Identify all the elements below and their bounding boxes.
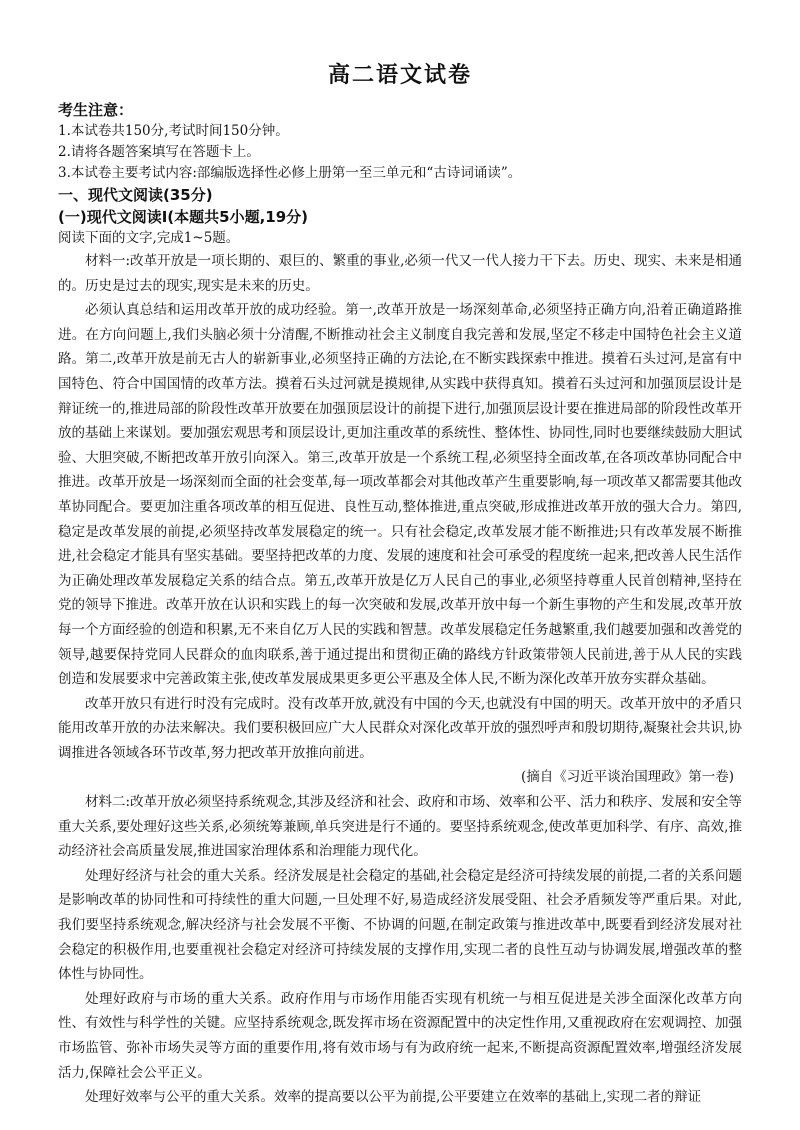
material-two-paragraph: 材料二:改革开放必须坚持系统观念,其涉及经济和社会、政府和市场、效率和公平、活力和秩序、发展和安全等重大关系,要处理好这些关系,必须统筹兼顾,单兵突进是行不通的。要坚持系统观念,使改革更加科学、有序、高效,推动经济社会高质量发展,推进国家治理体系和治理能力现代化。	[58, 794, 742, 860]
section-heading: 一、现代文阅读(35分)	[58, 186, 213, 204]
material-two-paragraph: 处理好经济与社会的重大关系。经济发展是社会稳定的基础,社会稳定是经济可持续发展的前提,二者的关系问题是影响改革的协同性和可持续性的重大问题,一旦处理不好,易造成经济发展受阻、社会矛盾频发等严重后果。对此,我们要坚持系统观念,解决经济与社会发展不平衡、不协调的问题,在制定政策与推进改革中,既要看到经济发展对社会稳定的积极作用,也要重视社会稳定对经济可持续发展的支撑作用,实现二者的良性互动与协调发展,增强改革的整体性与协同性。	[58, 867, 742, 983]
material-one-source: (摘自《习近平谈治国理政》第一卷)	[520, 769, 734, 786]
notice-item: 3.本试卷主要考试内容:部编版选择性必修上册第一至三单元和“古诗词诵读”。	[58, 165, 522, 181]
reading-instruction: 阅读下面的文字,完成1~5题。	[58, 230, 240, 246]
sub-section-heading: (一)现代文阅读Ⅰ(本题共5小题,19分)	[58, 208, 309, 226]
material-two-paragraph: 处理好效率与公平的重大关系。效率的提高要以公平为前提,公平要建立在效率的基础上,实现二者的辩证	[85, 1089, 702, 1106]
material-one-paragraph: 必须认真总结和运用改革开放的成功经验。第一,改革开放是一场深刻革命,必须坚持正确方向,沿着正确道路推进。在方向问题上,我们头脑必须十分清醒,不断推动社会主义制度自我完善和发展,坚定不移走中国特色社会主义道路。第二,改革开放是前无古人的崭新事业,必须坚持正确的方法论,在不断实践探索中推进。摸着石头过河,是富有中国特色、符合中国国情的改革方法。摸着石头过河就是摸规律,从实践中获得真知。摸着石头过河和加强顶层设计是辩证统一的,推进局部的阶段性改革开放要在加强顶层设计的前提下进行,加强顶层设计要在推进局部的阶段性改革开放的基础上来谋划。要加强宏观思考和顶层设计,更加注重改革的系统性、整体性、协同性,同时也要继续鼓励大胆试验、大胆突破,不断把改革开放引向深入。第三,改革开放是一个系统工程,必须坚持全面改革,在各项改革协同配合中推进。改革开放是一场深刻而全面的社会变革,每一项改革都会对其他改革产生重要影响,每一项改革又都需要其他改革协同配合。要更加注重各项改革的相互促进、良性互动,整体推进,重点突破,形成推进改革开放的强大合力。第四,稳定是改革发展的前提,必须坚持改革发展稳定的统一。只有社会稳定,改革发展才能不断推进;只有改革发展不断推进,社会稳定才能具有坚实基础。要坚持把改革的力度、发展的速度和社会可承受的程度统一起来,把改善人民生活作为正确处理改革发展稳定关系的结合点。第五,改革开放是亿万人民自己的事业,必须坚持尊重人民首创精神,坚持在党的领导下推进。改革开放在认识和实践上的每一次突破和发展,改革开放中每一个新生事物的产生和发展,改革开放每一个方面经验的创造和积累,无不来自亿万人民的实践和智慧。改革发展稳定任务越繁重,我们越要加强和改善党的领导,越要保持党同人民群众的血肉联系,善于通过提出和贯彻正确的路线方针政策带领人民前进,善于从人民的实践创造和发展要求中完善政策主张,使改革发展成果更多更公平惠及全体人民,不断为深化改革开放夯实群众基础。	[58, 302, 742, 688]
material-one-paragraph: 材料一:改革开放是一项长期的、艰巨的、繁重的事业,必须一代又一代人接力干下去。历史、现实、未来是相通的。历史是过去的现实,现实是未来的历史。	[58, 253, 742, 294]
exam-title: 高二语文试卷	[327, 62, 472, 88]
notice-heading: 考生注意：	[58, 101, 134, 119]
notice-item: 1.本试卷共150分,考试时间150分钟。	[58, 123, 289, 139]
material-one-paragraph: 改革开放只有进行时没有完成时。没有改革开放,就没有中国的今天,也就没有中国的明天。改革开放中的矛盾只能用改革开放的办法来解决。我们要积极回应广大人民群众对深化改革开放的强烈呼声和殷切期待,凝聚社会共识,协调推进各领域各环节改革,努力把改革开放推向前进。	[58, 695, 742, 761]
material-two-paragraph: 处理好政府与市场的重大关系。政府作用与市场作用能否实现有机统一与相互促进是关涉全面深化改革方向性、有效性与科学性的关键。应坚持系统观念,既发挥市场在资源配置中的决定性作用,又重视政府在宏观调控、加强市场监管、弥补市场失灵等方面的重要作用,将有效市场与有为政府统一起来,不断提高资源配置效率,增强经济发展活力,保障社会公平正义。	[58, 990, 742, 1081]
notice-item: 2.请将各题答案填写在答题卡上。	[58, 144, 260, 160]
